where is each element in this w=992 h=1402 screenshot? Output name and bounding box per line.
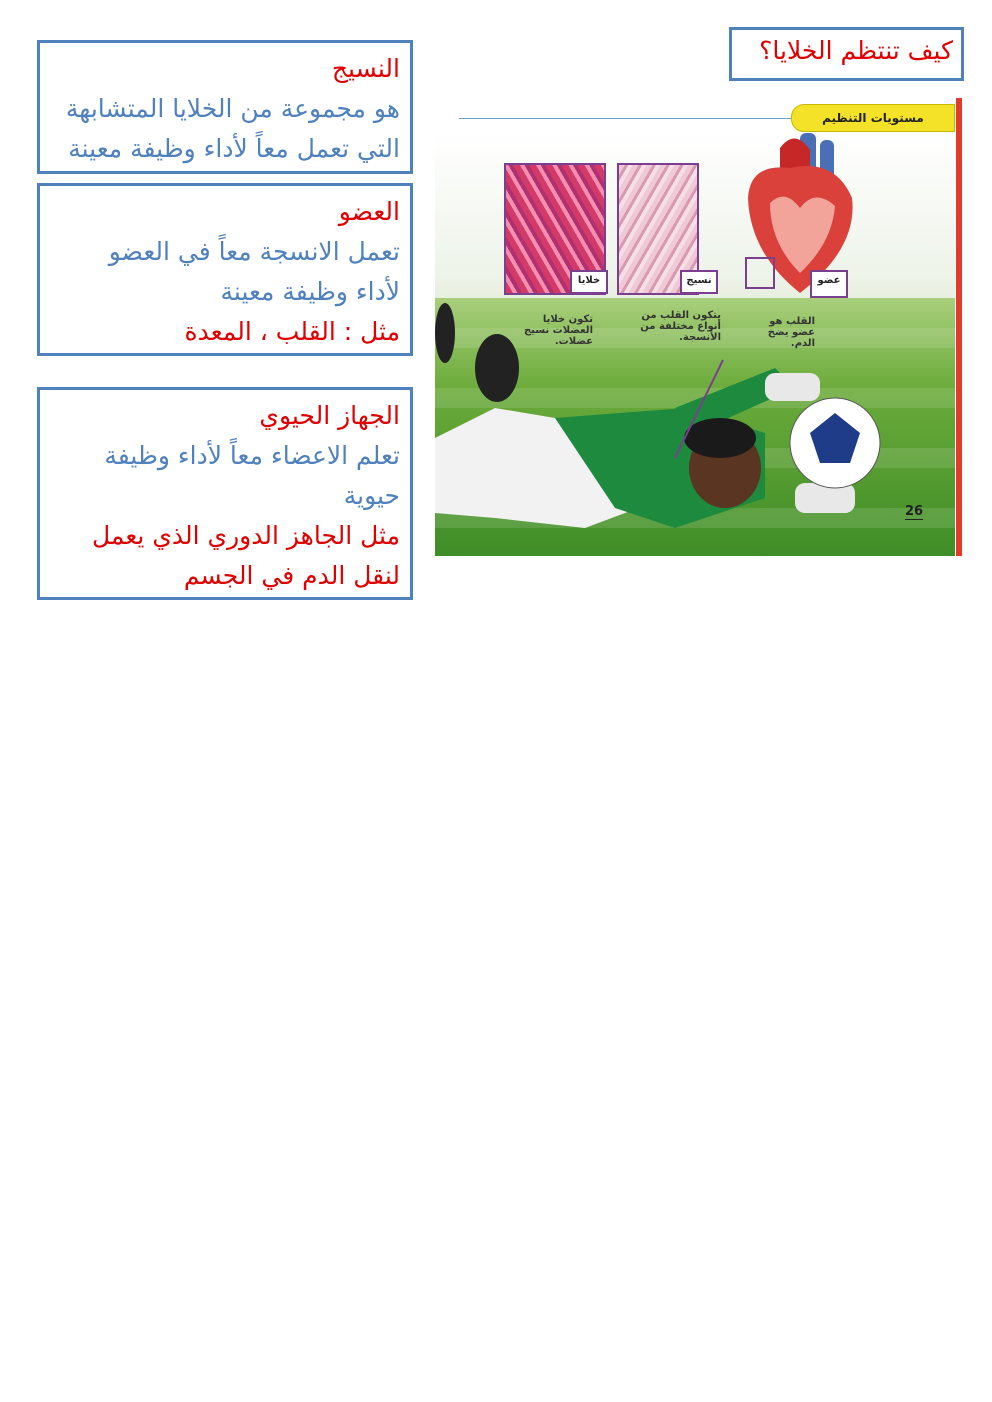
levels-banner: مستويات التنظيم [791, 104, 955, 132]
term-organ: العضو [338, 197, 400, 226]
caption-organ: القلب هو عضو يضخ الدم. [767, 316, 815, 349]
example-line: لنقل الدم في الجسم [183, 561, 400, 590]
definition-line: تعلم الاعضاء معاً لأداء وظيفة [104, 441, 400, 470]
definition-line: هو مجموعة من الخلايا المتشابهة [65, 94, 400, 123]
term-organ-system: الجهاز الحيوي [259, 401, 400, 430]
tag-organ: عضو [810, 270, 848, 298]
caption-cells: تكون خلايا العضلات نسيج عضلات. [523, 314, 593, 347]
definition-box-tissue [37, 40, 413, 174]
page-edge-bar [956, 98, 962, 556]
definition-line: لأداء وظيفة معينة [220, 277, 400, 306]
example-line: مثل الجاهز الدوري الذي يعمل [91, 521, 400, 550]
figure-divider [459, 118, 815, 119]
definition-line: تعمل الانسجة معاً في العضو [108, 237, 400, 266]
term-tissue: النسيج [331, 54, 400, 83]
definition-box-organ-system [37, 387, 413, 600]
page-number: 26 [905, 504, 924, 519]
page-title: كيف تنتظم الخلايا؟ [759, 36, 953, 65]
tag-cells: خلايا [570, 270, 608, 294]
tag-tissue: نسيج [680, 270, 718, 294]
definition-line: التي تعمل معاً لأداء وظيفة معينة [68, 134, 400, 163]
textbook-figure [435, 98, 962, 556]
definition-line: حيوية [343, 481, 400, 510]
caption-tissue: يتكون القلب من أنواع مختلفة من الأنسجة. [640, 310, 721, 343]
example-line: مثل : القلب ، المعدة [184, 317, 400, 346]
title-box [729, 27, 964, 81]
definition-box-organ [37, 183, 413, 356]
